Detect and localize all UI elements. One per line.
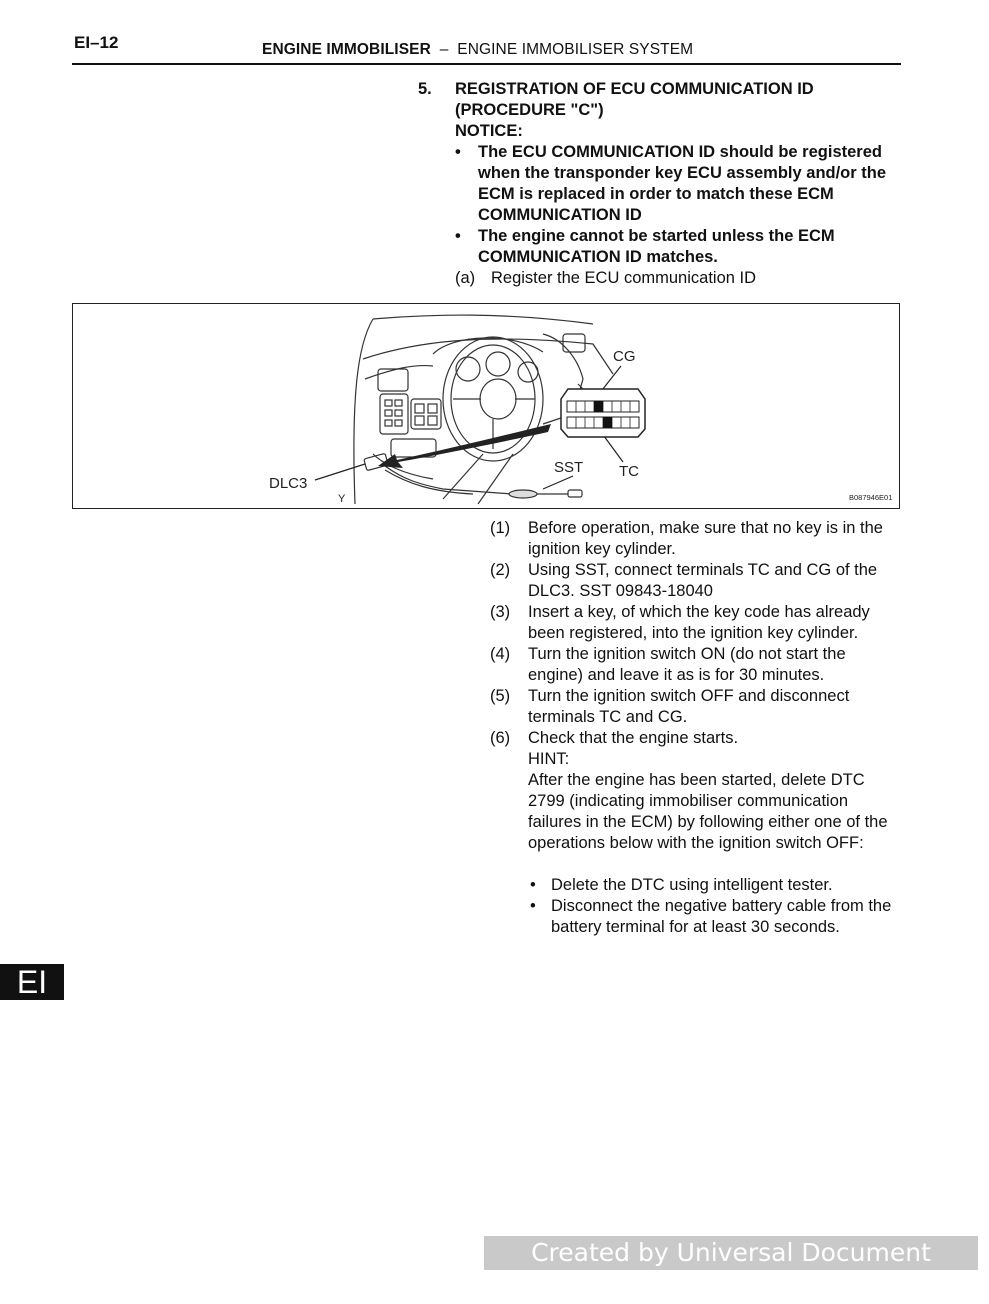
header-title-bold: ENGINE IMMOBILISER	[262, 41, 431, 58]
y-mark-label: Y	[338, 493, 346, 505]
step-number: (1)	[490, 519, 511, 537]
step-number: (3)	[490, 603, 511, 621]
sst-label: SST	[554, 459, 584, 476]
step-number: (2)	[490, 561, 511, 579]
hint-bullet-mark: •	[530, 897, 536, 915]
notice-item: The ECU COMMUNICATION ID should be registered when the transponder key ECU assembly and/or the ECM is replaced in order to match these ECM COMMUNICATION ID	[478, 143, 887, 224]
notice-item: The engine cannot be started unless the ECM COMMUNICATION ID matches.	[478, 227, 835, 266]
header-divider	[72, 63, 901, 65]
page-number: EI–12	[74, 33, 119, 52]
header-title	[262, 41, 693, 59]
step-number: (5)	[490, 687, 511, 705]
hint-bullet-mark: •	[530, 876, 536, 894]
section-title: REGISTRATION OF ECU COMMUNICATION ID (PROCEDURE "C")	[455, 80, 814, 119]
figure-code: B087946E01	[849, 493, 893, 502]
step-number: (4)	[490, 645, 511, 663]
step-text: Insert a key, of which the key code has already been registered, into the ignition key cylinder.	[528, 603, 870, 642]
figure-labels	[73, 304, 901, 510]
cg-label: CG	[613, 348, 636, 365]
step-number: (6)	[490, 729, 511, 747]
hint-label: HINT:	[528, 750, 570, 768]
step-text: Turn the ignition switch OFF and disconnect terminals TC and CG.	[528, 687, 850, 726]
header-title-rest: ENGINE IMMOBILISER SYSTEM	[457, 41, 694, 58]
header-title-separator: –	[439, 41, 449, 58]
hint-bullet-item: Disconnect the negative battery cable from the battery terminal for at least 30 seconds.	[551, 897, 892, 936]
step-text: Turn the ignition switch ON (do not start the engine) and leave it as is for 30 minutes.	[528, 645, 846, 684]
substep-label: (a)	[455, 269, 476, 287]
dlc3-connection-figure	[72, 303, 900, 509]
step-text: Before operation, make sure that no key is in the ignition key cylinder.	[528, 519, 883, 558]
tc-label: TC	[619, 463, 639, 480]
step-text: Check that the engine starts.	[528, 729, 739, 747]
notice-bullet-mark: •	[455, 143, 461, 161]
hint-bullet-item: Delete the DTC using intelligent tester.	[551, 876, 833, 894]
section-number: 5.	[418, 80, 432, 98]
notice-label: NOTICE:	[455, 122, 523, 140]
section-side-tab: EI	[0, 964, 64, 1000]
step-text: Using SST, connect terminals TC and CG of the DLC3. SST 09843-18040	[528, 561, 878, 600]
notice-bullet-mark: •	[455, 227, 461, 245]
hint-text: After the engine has been started, delete DTC 2799 (indicating immobiliser communication failures in the ECM) by following either one of the operations below with the ignition switch OFF:	[528, 771, 888, 852]
substep-text: Register the ECU communication ID	[491, 269, 757, 287]
watermark-banner: Created by Universal Document Converter	[484, 1236, 978, 1270]
dlc3-label: DLC3	[269, 475, 308, 492]
